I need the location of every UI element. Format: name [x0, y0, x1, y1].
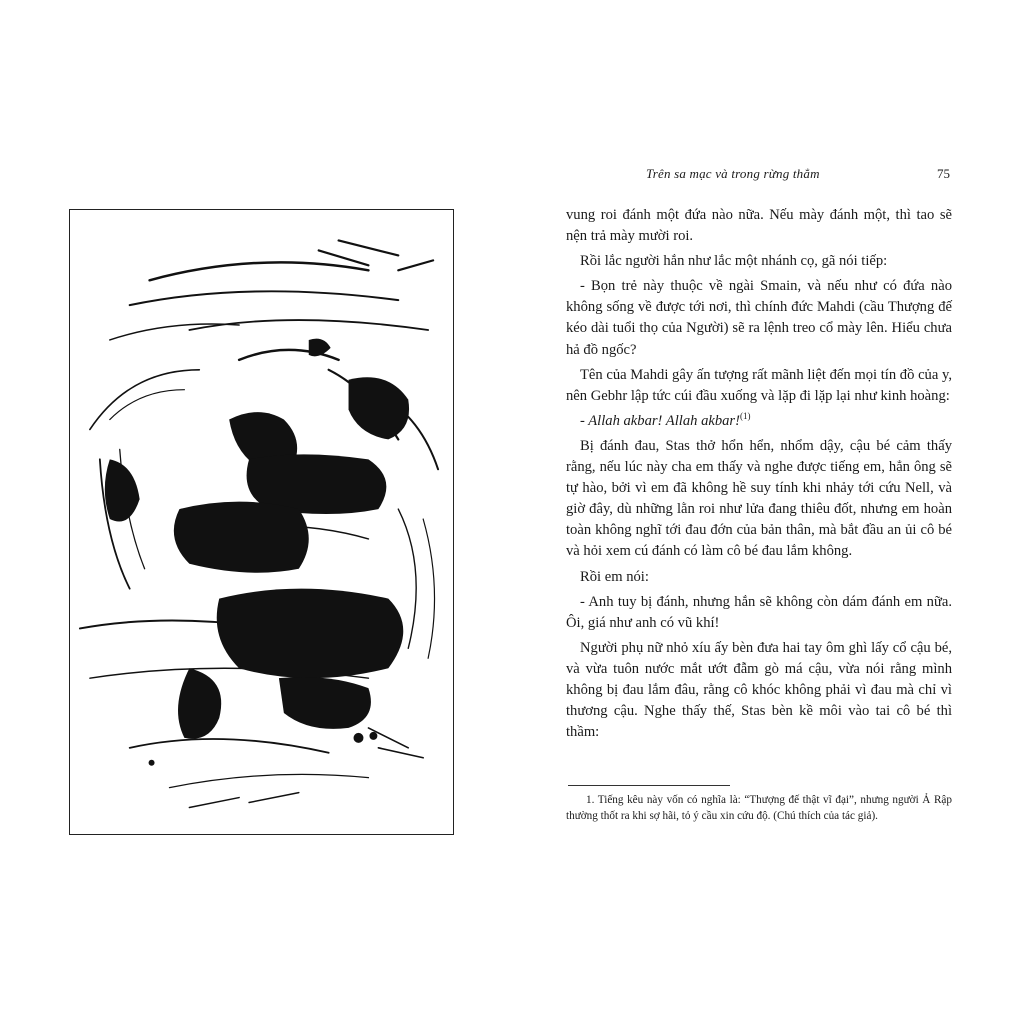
illustration-frame [69, 209, 454, 835]
body-text [566, 205, 952, 743]
paragraph: Người phụ nữ nhỏ xíu ấy bèn đưa hai tay ôm ghì lấy cổ cậu bé, và vừa tuôn nước mắt ướt đẫm gò má cậu, vừa nói rằng mình không bị đau lắm đâu, rằng cô khóc không phải vì đau mà chỉ vì thương cậu. Nghe thấy thế, Stas bèn kề môi vào tai cô bé thì thầm: [566, 639, 952, 741]
pen-ink-illustration [70, 210, 453, 834]
paragraph: Tên của Mahdi gây ấn tượng rất mãnh liệt đến mọi tín đồ của y, nên Gebhr lập tức cúi đầu xuống và lặp đi lặp lại như kinh hoàng: [566, 366, 952, 404]
page-number: 75 [937, 166, 950, 181]
paragraph: Rồi em nói: [580, 568, 649, 585]
book-title: Trên sa mạc và trong rừng thẳm [646, 166, 820, 181]
paragraph: Bị đánh đau, Stas thở hổn hển, nhổm dậy, cậu bé cảm thấy rằng, nếu lúc này cha em thấy và nghe được tiếng em, hẳn ông sẽ tự hào, bởi vì em đã không hề suy tính khi nhảy tới cứu Nell, và giờ đây, dù những lằn roi như lửa đang thiêu đốt, nhưng em hoàn toàn không nghĩ tới đau đớn của bản thân, mà bắt đầu an ủi cô bé và hỏi xem cú đánh có làm cô bé đau lắm không. [566, 437, 952, 560]
footnote: 1. Tiếng kêu này vốn có nghĩa là: “Thượng đế thật vĩ đại”, nhưng người Ả Rập thường thốt ra khi sợ hãi, tỏ ý cầu xin cứu độ. (Chú thích của tác giả). [566, 794, 952, 822]
exclamation-text: - Allah akbar! Allah akbar! [580, 412, 740, 429]
footnote-divider [568, 785, 730, 786]
paragraph [566, 411, 952, 432]
footnote-ref: (1) [739, 410, 751, 421]
paragraph: - Bọn trẻ này thuộc về ngài Smain, và nếu như có đứa nào không sống về được tới nơi, thì chính đức Mahdi (cầu Thượng đế kéo dài tuổi thọ của Người) sẽ ra lệnh treo cổ mày lên. Hiểu chưa hả đồ ngốc? [566, 278, 952, 358]
paragraph: - Anh tuy bị đánh, nhưng hắn sẽ không còn dám đánh em nữa. Ôi, giá như anh có vũ khí! [566, 593, 952, 631]
paragraph: Rồi lắc người hắn như lắc một nhánh cọ, gã nói tiếp: [580, 253, 888, 270]
paragraph: vung roi đánh một đứa nào nữa. Nếu mày đánh một, thì tao sẽ nện trả mày mười roi. [566, 207, 952, 245]
running-head [566, 166, 954, 186]
